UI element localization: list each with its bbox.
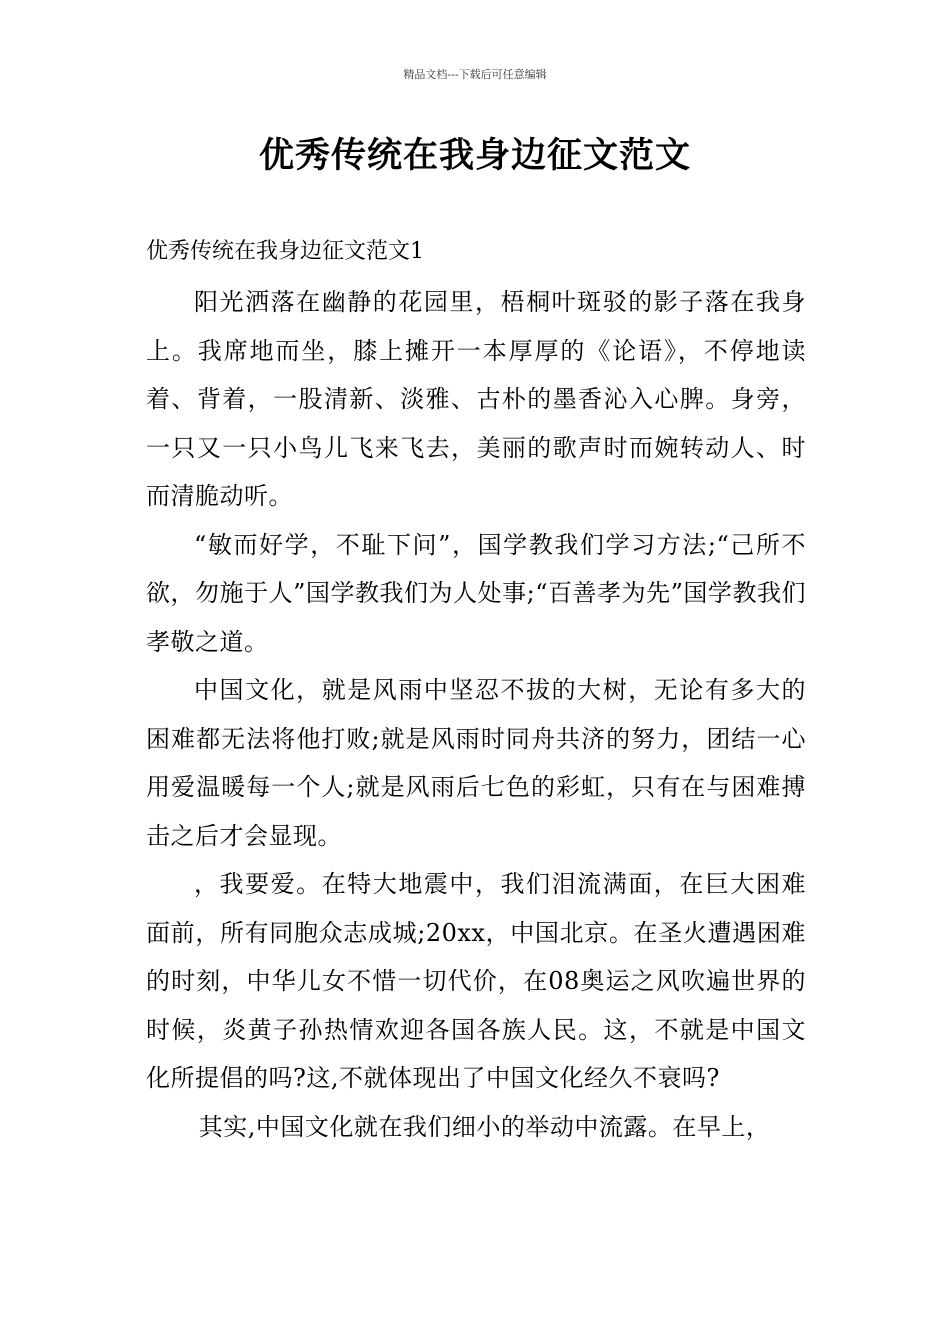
header-note: 精品文档---下载后可任意编辑 bbox=[403, 68, 547, 81]
paragraph: “敏而好学，不耻下问”，国学教我们学习方法;“己所不欲，勿施于人”国学教我们为人处事;“百善孝为先”国学教我们孝敬之道。 bbox=[146, 530, 806, 656]
paragraph: 其实,中国文化就在我们细小的举动中流露。在早上， bbox=[198, 1112, 771, 1141]
document-title: 优秀传统在我身边征文范文 bbox=[258, 135, 691, 176]
document-body bbox=[146, 278, 806, 1151]
paragraph: ，我要爱。在特大地震中，我们泪流满面，在巨大困难面前，所有同胞众志成城;20xx，中国北京。在圣火遭遇困难的时刻，中华儿女不惜一切代价，在08奥运之风吹遍世界的时候，炎黄子孙热情欢迎各国各族人民。这，不就是中国文化所提倡的吗?这,不就体现出了中国文化经久不衰吗? bbox=[146, 870, 806, 1092]
section-heading: 优秀传统在我身边征文范文1 bbox=[146, 239, 424, 264]
paragraph: 中国文化，就是风雨中坚忍不拔的大树，无论有多大的困难都无法将他打败;就是风雨时同舟共济的努力，团结一心用爱温暖每一个人;就是风雨后七色的彩虹，只有在与困难搏击之后才会显现。 bbox=[146, 676, 806, 850]
paragraph: 阳光洒落在幽静的花园里，梧桐叶斑驳的影子落在我身上。我席地而坐，膝上摊开一本厚厚的《论语》，不停地读着、背着，一股清新、淡雅、古朴的墨香沁入心脾。身旁，一只又一只小鸟儿飞来飞去，美丽的歌声时而婉转动人、时而清脆动听。 bbox=[146, 288, 806, 510]
